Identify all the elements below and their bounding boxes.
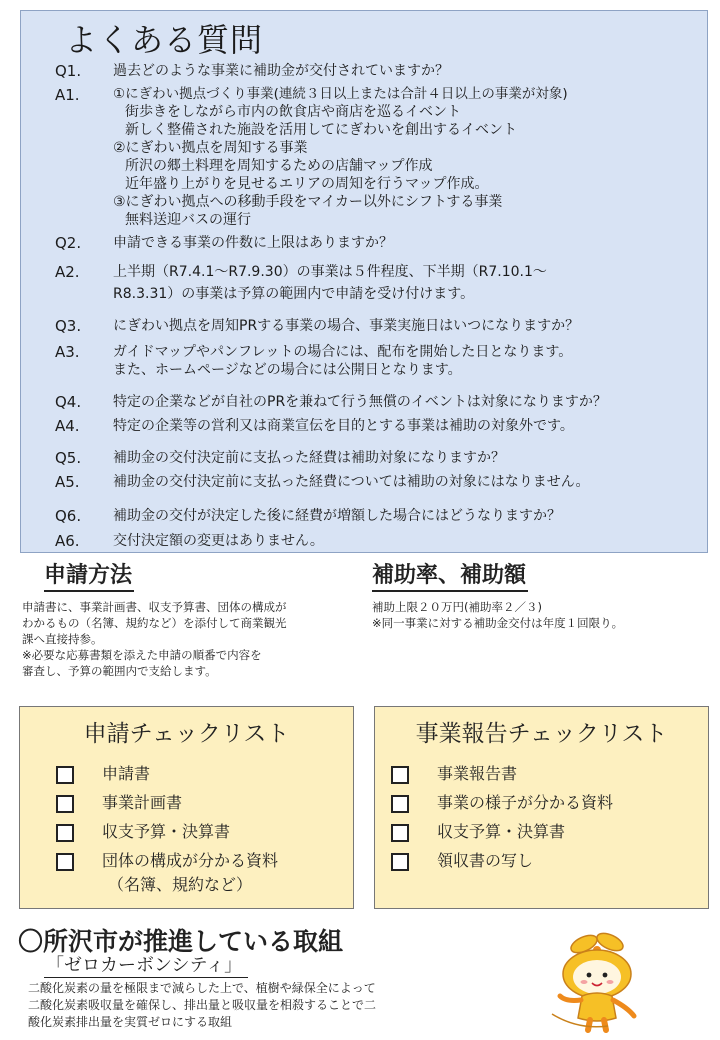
q4-label: Q4. xyxy=(55,393,82,411)
apply-line: ※必要な応募書類を添えた申請の順番で内容を xyxy=(22,648,262,662)
q2-text: 申請できる事業の件数に上限はありますか？ xyxy=(113,235,393,251)
faq-title: よくある質問 xyxy=(65,21,264,59)
apply-heading: 申請方法 xyxy=(44,563,134,592)
checkbox[interactable] xyxy=(391,766,409,784)
subsidy-line: 補助上限２０万円(補助率２／３) xyxy=(372,600,542,614)
q6-label: Q6. xyxy=(55,507,82,525)
a1-line: 無料送迎バスの運行 xyxy=(125,212,251,228)
apply-checklist-item: 収支予算・決算書 xyxy=(102,822,231,841)
a3-label: A3. xyxy=(55,343,80,361)
a1-label: A1. xyxy=(55,86,80,104)
a1-line: ②にぎわい拠点を周知する事業 xyxy=(113,140,308,156)
zero-carbon-line: 二酸化炭素の量を極限まで減らした上で、植樹や緑保全によって xyxy=(28,981,376,995)
a2-line: R8.3.31）の事業は予算の範囲内で申請を受け付けます。 xyxy=(113,286,475,302)
checkbox[interactable] xyxy=(391,824,409,842)
faq-panel xyxy=(20,10,708,553)
report-checklist-title: 事業報告チェックリスト xyxy=(415,721,668,747)
a4-text: 特定の企業等の営利又は商業宣伝を目的とする事業は補助の対象外です。 xyxy=(113,418,574,434)
mascot-illustration xyxy=(548,930,648,1034)
checkbox[interactable] xyxy=(391,795,409,813)
a1-line: 近年盛り上がりを見せるエリアの周知を行うマップ作成。 xyxy=(125,176,489,192)
q3-text: にぎわい拠点を周知PRする事業の場合、事業実施日はいつになりますか？ xyxy=(113,318,580,334)
zero-carbon-body xyxy=(28,980,498,1031)
a1-line: 街歩きをしながら市内の飲食店や商店を巡るイベント xyxy=(125,104,461,120)
a3-line: また、ホームページなどの場合には公開日となります。 xyxy=(113,362,462,378)
q6-text: 補助金の交付が決定した後に経費が増額した場合にはどうなりますか？ xyxy=(113,508,561,524)
apply-checklist-item: 申請書 xyxy=(102,764,151,783)
apply-line: 課へ直接持参。 xyxy=(22,632,103,646)
a5-label: A5. xyxy=(55,473,80,491)
apply-checklist-title: 申請チェックリスト xyxy=(83,721,290,747)
report-checklist-item: 領収書の写し xyxy=(437,851,534,870)
subsidy-body xyxy=(372,599,702,631)
checkbox[interactable] xyxy=(56,853,74,871)
a1-line: ①にぎわい拠点づくり事業(連続３日以上または合計４日以上の事業が対象) xyxy=(113,86,568,102)
a2-label: A2. xyxy=(55,263,80,281)
report-checklist-item: 事業報告書 xyxy=(437,764,518,783)
q1-label: Q1. xyxy=(55,62,82,80)
report-checklist xyxy=(374,706,709,909)
a6-text: 交付決定額の変更はありません。 xyxy=(113,533,324,549)
apply-line: 審査し、予算の範囲内で支給します。 xyxy=(22,664,217,678)
zero-carbon-title: 〇所沢市が推進している取組 xyxy=(18,927,344,956)
q1-text: 過去どのような事業に補助金が交付されていますか？ xyxy=(113,63,449,79)
apply-checklist xyxy=(19,706,354,909)
zero-carbon-line: 酸化炭素排出量を実質ゼロにする取組 xyxy=(28,1015,233,1029)
subsidy-heading: 補助率、補助額 xyxy=(372,563,528,592)
checkbox[interactable] xyxy=(56,766,74,784)
checkbox[interactable] xyxy=(391,853,409,871)
checkbox[interactable] xyxy=(56,824,74,842)
subsidy-line: ※同一事業に対する補助金交付は年度１回限り。 xyxy=(372,616,624,630)
q3-label: Q3. xyxy=(55,317,82,335)
apply-body xyxy=(22,599,352,679)
zero-carbon-subtitle: 「ゼロカーボンシティ」 xyxy=(44,955,248,978)
report-checklist-item: 収支予算・決算書 xyxy=(437,822,566,841)
zero-carbon-line: 二酸化炭素吸収量を確保し、排出量と吸収量を相殺することで二 xyxy=(28,998,377,1012)
q2-label: Q2. xyxy=(55,234,82,252)
a6-label: A6. xyxy=(55,532,80,550)
apply-checklist-item: 事業計画書 xyxy=(102,793,183,812)
a1-line: 所沢の郷土料理を周知するための店舗マップ作成 xyxy=(125,158,433,174)
a4-label: A4. xyxy=(55,417,80,435)
a1-line: ③にぎわい拠点への移動手段をマイカー以外にシフトする事業 xyxy=(113,194,503,210)
apply-line: わかるもの（名簿、規約など）を添付して商業観光 xyxy=(22,616,287,630)
report-checklist-item: 事業の様子が分かる資料 xyxy=(437,793,614,812)
q5-label: Q5. xyxy=(55,449,82,467)
apply-checklist-item-note: （名簿、規約など） xyxy=(108,875,253,894)
a1-line: 新しく整備された施設を活用してにぎわいを創出するイベント xyxy=(125,122,517,138)
q5-text: 補助金の交付決定前に支払った経費は補助対象になりますか？ xyxy=(113,450,505,466)
a2-line: 上半期（R7.4.1～R7.9.30）の事業は５件程度、下半期（R7.10.1～ xyxy=(113,264,547,280)
a3-line: ガイドマップやパンフレットの場合には、配布を開始した日となります。 xyxy=(113,344,573,360)
q4-text: 特定の企業などが自社のPRを兼ねて行う無償のイベントは対象になりますか？ xyxy=(113,394,607,410)
apply-checklist-item: 団体の構成が分かる資料 xyxy=(102,851,279,870)
checkbox[interactable] xyxy=(56,795,74,813)
a5-text: 補助金の交付決定前に支払った経費については補助の対象にはなりません。 xyxy=(113,474,590,490)
apply-line: 申請書に、事業計画書、収支予算書、団体の構成が xyxy=(22,600,287,614)
